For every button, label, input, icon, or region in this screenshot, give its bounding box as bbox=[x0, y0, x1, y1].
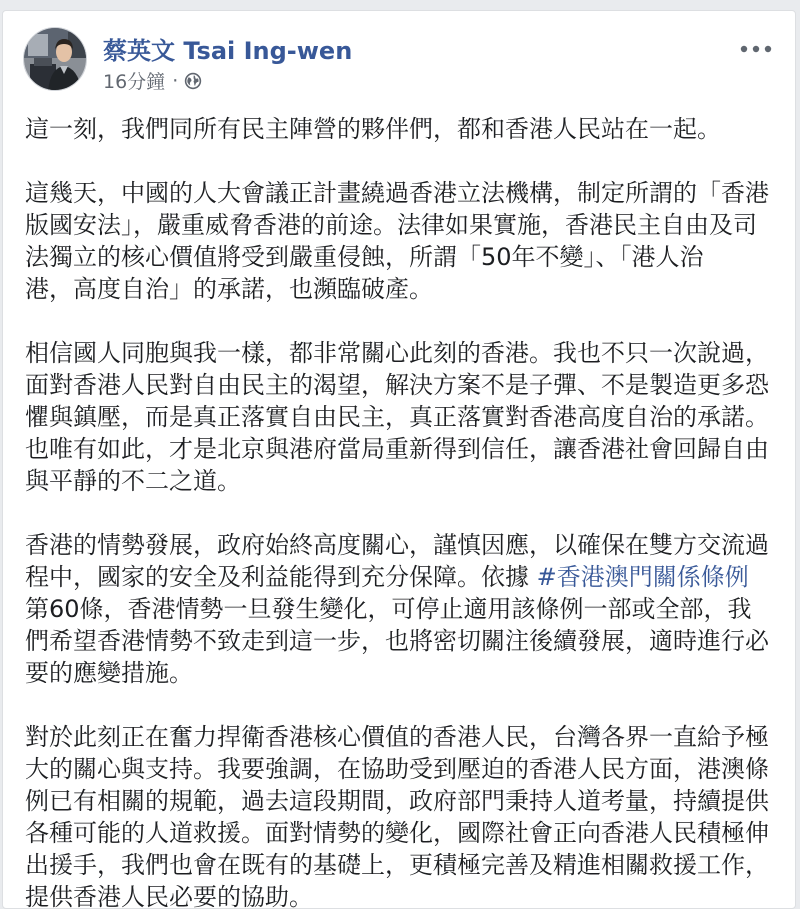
post-timestamp[interactable]: 16分鐘 bbox=[103, 71, 166, 93]
text-line: 與平靜的不二之道。 bbox=[25, 467, 241, 495]
text-line: 面對香港人民對自由民主的渴望，解決方案不是子彈、不是製造更多恐 bbox=[25, 371, 769, 399]
paragraph-5 bbox=[25, 721, 777, 909]
hashtag-link[interactable]: #香港澳門關係條例 bbox=[536, 563, 749, 591]
profile-photo-icon bbox=[24, 28, 87, 91]
paragraph-2 bbox=[25, 177, 777, 305]
text-line bbox=[25, 561, 777, 593]
post-meta bbox=[103, 67, 202, 94]
text-line: 版國安法」，嚴重威脅香港的前途。法律如果實施，香港民主自由及司 bbox=[25, 211, 757, 239]
text-line: 們希望香港情勢不致走到這一步，也將密切關注後續發展，適時進行必 bbox=[25, 627, 769, 655]
text-line: 懼與鎮壓，而是真正落實自由民主，真正落實對香港高度自治的承諾。 bbox=[25, 403, 769, 431]
paragraph-1 bbox=[25, 113, 777, 145]
text-line: 這幾天，中國的人大會議正計畫繞過香港立法機構，制定所謂的「香港 bbox=[25, 179, 769, 207]
author-avatar[interactable] bbox=[23, 27, 87, 91]
meta-separator: · bbox=[172, 69, 179, 92]
more-options-icon[interactable] bbox=[739, 41, 773, 57]
facebook-post-card bbox=[2, 10, 796, 909]
author-name-link[interactable]: 蔡英文 Tsai Ing-wen bbox=[103, 37, 353, 65]
text-line: 港，高度自治」的承諾，也瀕臨破產。 bbox=[25, 275, 433, 303]
text-line: 提供香港人民必要的協助。 bbox=[25, 883, 313, 909]
text-line: 法獨立的核心價值將受到嚴重侵蝕，所謂「50年不變」、「港人治 bbox=[25, 243, 704, 271]
paragraph-3 bbox=[25, 337, 777, 497]
text-line: 也唯有如此，才是北京與港府當局重新得到信任，讓香港社會回歸自由 bbox=[25, 435, 769, 463]
text-line: 例已有相關的規範，過去這段期間，政府部門秉持人道考量，持續提供 bbox=[25, 787, 769, 815]
text-line: 各種可能的人道救援。面對情勢的變化，國際社會正向香港人民積極伸 bbox=[25, 819, 769, 847]
text-line: 出援手，我們也會在既有的基礎上，更積極完善及精進相關救援工作， bbox=[25, 851, 769, 879]
text-line: 第60條，香港情勢一旦發生變化，可停止適用該條例一部或全部，我 bbox=[25, 595, 752, 623]
paragraph-4 bbox=[25, 529, 777, 689]
text-line: 香港的情勢發展，政府始終高度關心，謹慎因應，以確保在雙方交流過 bbox=[25, 531, 769, 559]
text-line: 對於此刻正在奮力捍衛香港核心價值的香港人民，台灣各界一直給予極 bbox=[25, 723, 769, 751]
text-segment: 程中，國家的安全及利益能得到充分保障。依據 bbox=[25, 563, 537, 591]
post-text bbox=[25, 113, 777, 909]
text-line: 要的應變措施。 bbox=[25, 659, 193, 687]
text-line: 大的關心與支持。我要強調，在協助受到壓迫的香港人民方面，港澳條 bbox=[25, 755, 769, 783]
text-line: 相信國人同胞與我一樣，都非常關心此刻的香港。我也不只一次說過， bbox=[25, 339, 769, 367]
text-line: 這一刻，我們同所有民主陣營的夥伴們，都和香港人民站在一起。 bbox=[25, 115, 721, 143]
post-header bbox=[23, 27, 775, 97]
globe-icon[interactable] bbox=[184, 72, 202, 90]
